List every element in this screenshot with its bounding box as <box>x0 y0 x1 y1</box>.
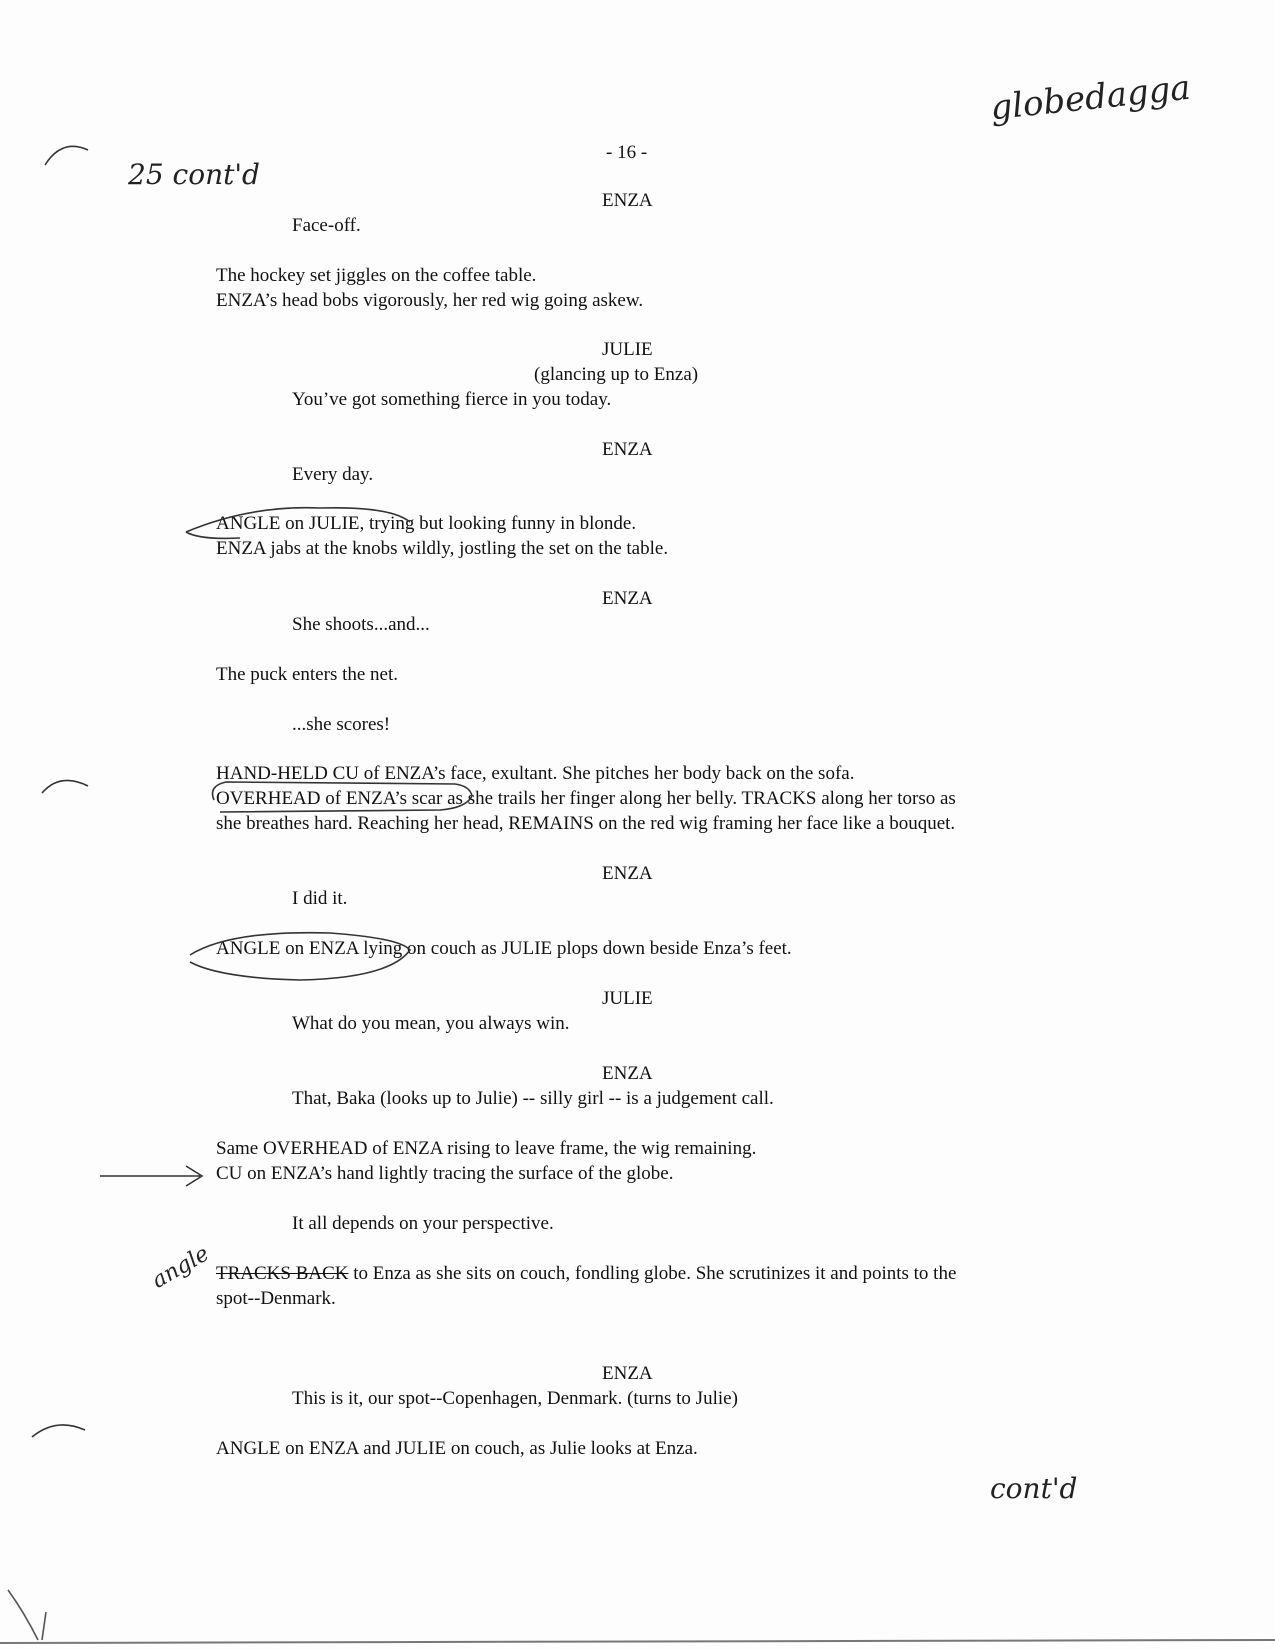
character-cue: JULIE <box>602 339 653 360</box>
action-line: CU on ENZA’s hand lightly tracing the surface of the globe. <box>216 1163 674 1184</box>
corner-fold <box>8 1590 46 1640</box>
binder-hole-top <box>45 146 88 165</box>
character-cue: ENZA <box>602 588 653 609</box>
action-line: ENZA jabs at the knobs wildly, jostling the set on the table. <box>216 538 669 559</box>
dialogue-line: You’ve got something fierce in you today. <box>292 389 612 410</box>
character-cue: ENZA <box>602 190 653 211</box>
action-line: spot--Denmark. <box>216 1288 336 1309</box>
page-number: - 16 - <box>606 142 648 163</box>
binder-hole-middle <box>42 780 88 793</box>
character-cue: ENZA <box>602 863 653 884</box>
character-cue: ENZA <box>602 1363 653 1384</box>
handwritten-contd-note: cont'd <box>990 1472 1078 1505</box>
action-line: OVERHEAD of ENZA’s scar as she trails her finger along her belly. TRACKS along her torso as <box>216 788 956 809</box>
action-line: ANGLE on ENZA and JULIE on couch, as Julie looks at Enza. <box>216 1438 698 1459</box>
dialogue-line: It all depends on your perspective. <box>292 1213 554 1234</box>
handwritten-angle-note: angle <box>147 1241 214 1294</box>
action-line: HAND-HELD CU of ENZA’s face, exultant. She pitches her body back on the sofa. <box>216 763 855 784</box>
handwritten-title-note: globedagga <box>988 67 1193 129</box>
character-cue: JULIE <box>602 988 653 1009</box>
dialogue-line: This is it, our spot--Copenhagen, Denmark. (turns to Julie) <box>292 1388 738 1409</box>
dialogue-line: Face-off. <box>292 215 361 236</box>
handwritten-scene-note: 25 cont'd <box>128 158 260 191</box>
struck-text: TRACKS BACK <box>216 1263 349 1284</box>
action-line: ANGLE on JULIE, trying but looking funny in blonde. <box>216 513 637 534</box>
character-cue: ENZA <box>602 1063 653 1084</box>
binder-hole-bottom <box>32 1425 85 1437</box>
dialogue-line: What do you mean, you always win. <box>292 1013 570 1034</box>
dialogue-line: I did it. <box>292 888 348 909</box>
action-line: Same OVERHEAD of ENZA rising to leave frame, the wig remaining. <box>216 1138 757 1159</box>
action-line: The hockey set jiggles on the coffee table. <box>216 265 537 286</box>
pen-arrow <box>100 1166 202 1186</box>
parenthetical: (glancing up to Enza) <box>534 364 699 385</box>
action-line: The puck enters the net. <box>216 664 399 685</box>
dialogue-line: That, Baka (looks up to Julie) -- silly girl -- is a judgement call. <box>292 1088 774 1109</box>
action-line: ENZA’s head bobs vigorously, her red wig going askew. <box>216 290 644 311</box>
action-line: she breathes hard. Reaching her head, REMAINS on the red wig framing her face like a bouquet. <box>216 813 956 834</box>
action-line <box>216 1262 956 1286</box>
character-cue: ENZA <box>602 439 653 460</box>
action-line: ANGLE on ENZA lying on couch as JULIE plops down beside Enza’s feet. <box>216 938 792 959</box>
dialogue-line: She shoots...and... <box>292 614 430 635</box>
page-edge <box>0 1640 1275 1643</box>
dialogue-line: ...she scores! <box>292 714 391 735</box>
action-text: to Enza as she sits on couch, fondling globe. She scrutinizes it and points to the <box>348 1263 957 1284</box>
dialogue-line: Every day. <box>292 464 374 485</box>
